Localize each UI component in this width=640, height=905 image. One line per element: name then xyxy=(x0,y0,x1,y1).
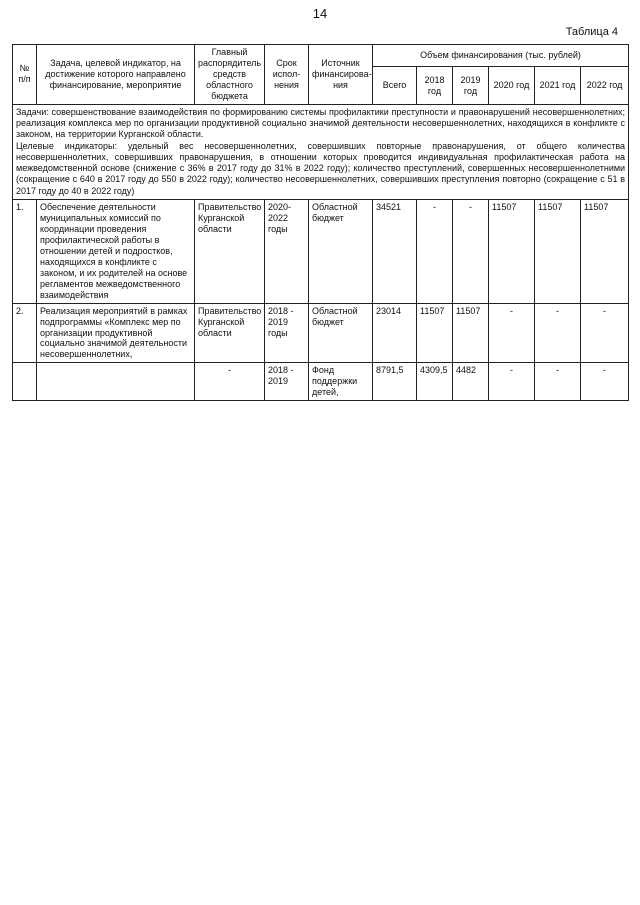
row-2018: - xyxy=(417,199,453,303)
table-row xyxy=(13,363,629,401)
row-task xyxy=(37,363,195,401)
row-source: Областной бюджет xyxy=(309,303,373,363)
row-2018: 11507 xyxy=(417,303,453,363)
header-2018: 2018 год xyxy=(417,67,453,105)
row-2022: - xyxy=(581,303,629,363)
page-number: 14 xyxy=(312,6,328,21)
row-2020: 11507 xyxy=(489,199,535,303)
row-num: 1. xyxy=(13,199,37,303)
task-cell xyxy=(13,104,629,199)
header-executor: Главный распорядитель средств областного бюджета xyxy=(195,45,265,105)
row-2022: - xyxy=(581,363,629,401)
row-2019: 4482 xyxy=(453,363,489,401)
row-2020: - xyxy=(489,303,535,363)
row-executor: Правительство Курганской области xyxy=(195,199,265,303)
header-volume: Объем финансирования (тыс. рублей) xyxy=(373,45,629,67)
row-source: Областной бюджет xyxy=(309,199,373,303)
header-num: № п/п xyxy=(13,45,37,105)
row-task: Реализация мероприятий в рамках подпрограммы «Комплекс мер по организации продуктивной социально значимой деятельности несовершеннолетних, xyxy=(37,303,195,363)
row-2021: - xyxy=(535,303,581,363)
row-num: 2. xyxy=(13,303,37,363)
header-task: Задача, целевой индикатор, на достижение которого направлено финансирование, мероприятие xyxy=(37,45,195,105)
table-row xyxy=(13,303,629,363)
header-2022: 2022 год xyxy=(581,67,629,105)
row-num xyxy=(13,363,37,401)
row-2019: - xyxy=(453,199,489,303)
task-row xyxy=(13,104,629,199)
header-2019: 2019 год xyxy=(453,67,489,105)
header-row xyxy=(13,45,629,67)
row-total: 34521 xyxy=(373,199,417,303)
row-source: Фонд поддержки детей, xyxy=(309,363,373,401)
indicators-text: Целевые индикаторы: удельный вес несовершеннолетних, совершивших повторные правонарушения, от общего количества несовершеннолетних, совершивших правонарушения, в отношении которых проводится индивидуальная профилактическая работа на межведомственной основе (снижение с 36% в 2017 году до 31% в 2022 году); количество преступлений, совершенных несовершеннолетними (сокращение с 640 в 2017 году до 550 в 2022 году); количество несовершеннолетних, совершивших преступления повторно (сокращение с 51 в 2017 году до 40 в 2022 году) xyxy=(16,140,626,196)
header-2020: 2020 год xyxy=(489,67,535,105)
row-2018: 4309,5 xyxy=(417,363,453,401)
row-executor: Правительство Курганской области xyxy=(195,303,265,363)
header-source: Источник финансирова-ния xyxy=(309,45,373,105)
row-total: 8791,5 xyxy=(373,363,417,401)
row-2022: 11507 xyxy=(581,199,629,303)
row-total: 23014 xyxy=(373,303,417,363)
row-2019: 11507 xyxy=(453,303,489,363)
row-term: 2018 - 2019 xyxy=(265,363,309,401)
table-label: Таблица 4 xyxy=(565,26,618,38)
row-2021: - xyxy=(535,363,581,401)
row-term: 2018 - 2019 годы xyxy=(265,303,309,363)
row-task: Обеспечение деятельности муниципальных комиссий по координации проведения профилактической работы в отношении детей и подростков, находящихся в конфликте с законом, и их родителей на основе регламентов межведомственного взаимодействия xyxy=(37,199,195,303)
header-total: Всего xyxy=(373,67,417,105)
row-2021: 11507 xyxy=(535,199,581,303)
row-2020: - xyxy=(489,363,535,401)
header-2021: 2021 год xyxy=(535,67,581,105)
header-term: Срок испол-нения xyxy=(265,45,309,105)
table-row xyxy=(13,199,629,303)
financing-table xyxy=(12,44,629,401)
row-term: 2020-2022 годы xyxy=(265,199,309,303)
task-text: Задачи: совершенствование взаимодействия по формированию системы профилактики преступности и правонарушений несовершеннолетних; реализация комплекса мер по организации продуктивной социально значимой деятельности несовершеннолетних, находящихся в конфликте с законом, на территории Курганской области. xyxy=(16,106,626,140)
row-executor: - xyxy=(195,363,265,401)
